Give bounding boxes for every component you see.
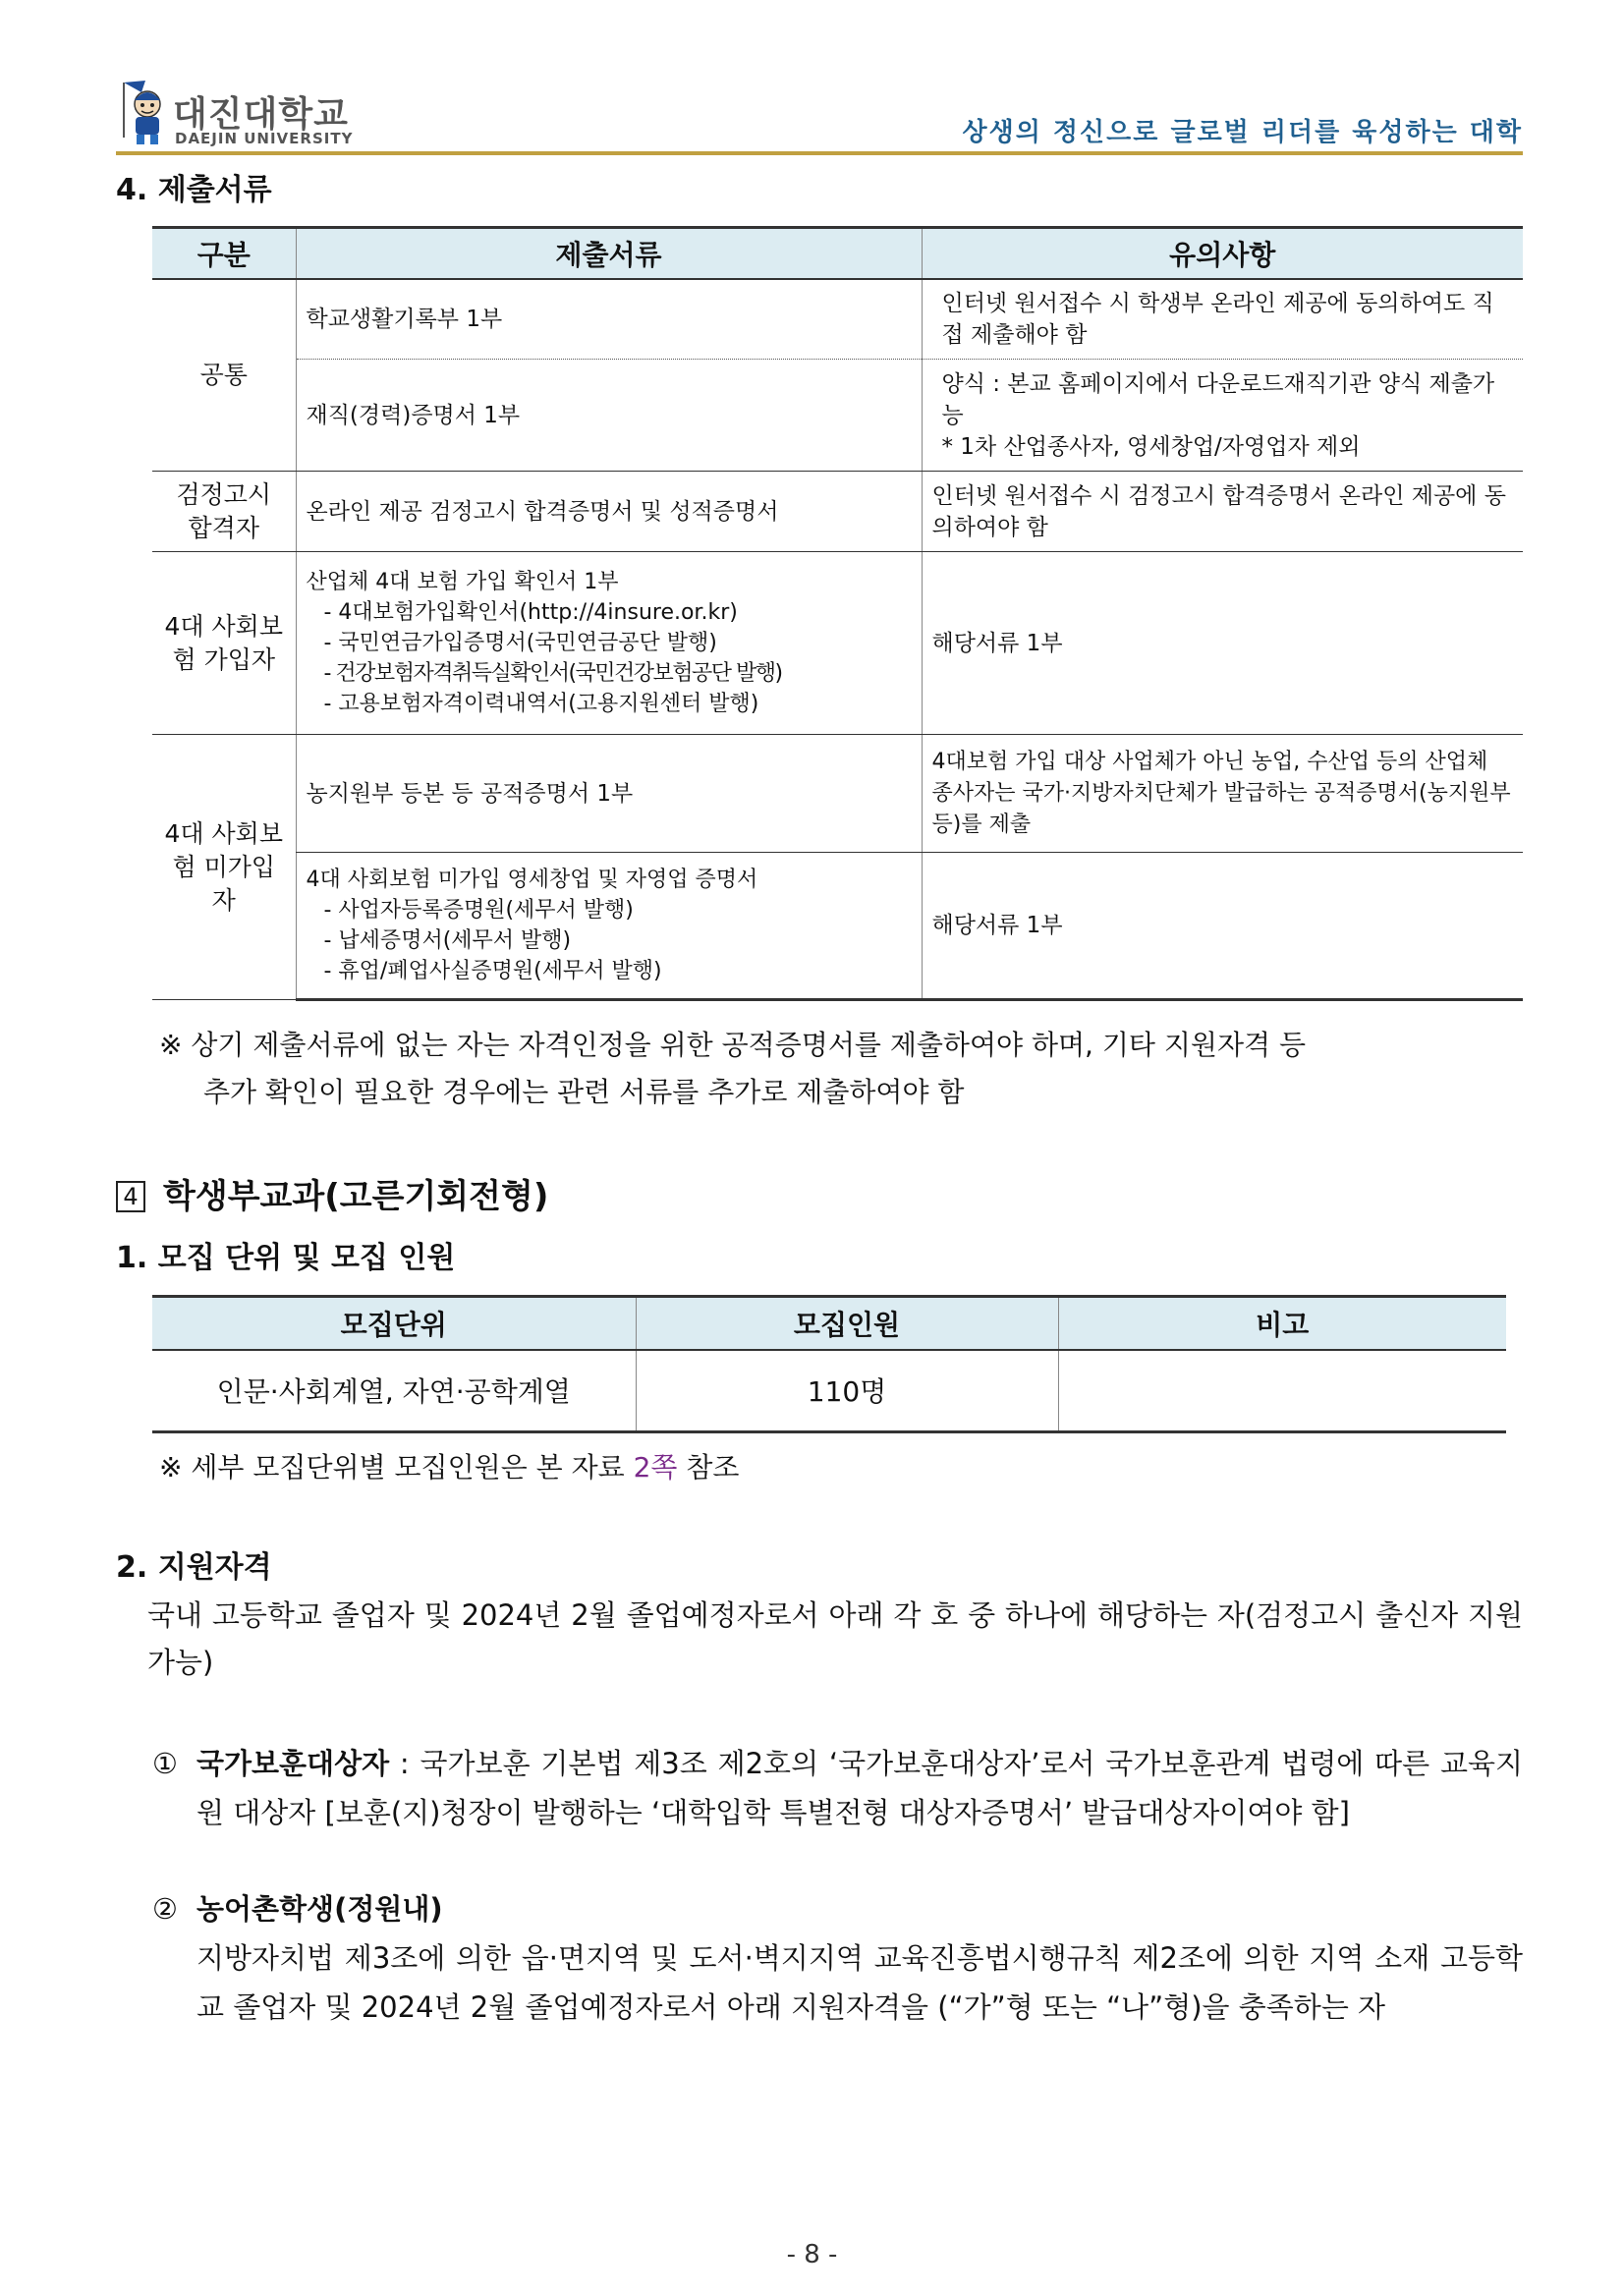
subsection-heading-quota: 1. 모집 단위 및 모집 인원 xyxy=(116,1241,456,1275)
table-header-row xyxy=(152,228,1523,279)
note-cell: 4대보험 가입 대상 사업체가 아닌 농업, 수산업 등의 산업체 종사자는 국가·지방자치단체가 발급하는 공적증명서(농지원부 등)를 제출 xyxy=(922,735,1523,853)
column-header: 제출서류 xyxy=(296,228,922,279)
column-header: 비고 xyxy=(1058,1297,1506,1350)
page-number: - 8 - xyxy=(786,2240,838,2269)
documents-footnote xyxy=(159,1022,1306,1116)
item-number: ② xyxy=(152,1892,178,1926)
document-cell: 학교생활기록부 1부 xyxy=(296,279,922,360)
document-title: 4대 사회보험 미가입 영세창업 및 자영업 증명서 xyxy=(306,868,758,892)
list-item: - 사업자등록증명원(세무서 발행) xyxy=(323,898,634,923)
document-cell xyxy=(296,552,922,735)
table-row xyxy=(152,360,1523,472)
section-number-box: 4 xyxy=(116,1181,145,1212)
recruitment-count-cell: 110명 xyxy=(636,1350,1058,1432)
page-header xyxy=(116,71,1523,151)
column-header: 모집단위 xyxy=(152,1297,636,1350)
column-header: 유의사항 xyxy=(922,228,1523,279)
table-row xyxy=(152,735,1523,853)
note-cell: 해당서류 1부 xyxy=(922,552,1523,735)
section-heading-admission-type xyxy=(116,1169,548,1217)
list-item: - 4대보험가입확인서(http://4insure.or.kr) xyxy=(323,600,738,625)
subsection-heading-eligibility: 2. 지원자격 xyxy=(116,1550,272,1585)
table-row xyxy=(152,1350,1506,1432)
eligibility-item-rural xyxy=(152,1884,1523,2081)
university-slogan: 상생의 정신으로 글로벌 리더를 육성하는 대학 xyxy=(962,118,1523,147)
mascot-icon xyxy=(116,79,171,147)
list-item: - 건강보험자격취득실확인서(국민건강보험공단 발행) xyxy=(323,661,782,686)
table-row xyxy=(152,279,1523,360)
table-header-row xyxy=(152,1297,1506,1350)
category-cell: 검정고시 합격자 xyxy=(152,472,296,552)
section-title: 학생부교과(고른기회전형) xyxy=(163,1177,549,1216)
logo-english-text: DAEJIN UNIVERSITY xyxy=(175,130,354,147)
quota-table xyxy=(152,1295,1506,1433)
eligibility-item-veterans xyxy=(152,1739,1523,1886)
header-divider xyxy=(116,151,1523,155)
document-cell xyxy=(296,853,922,1000)
section-heading-documents: 4. 제출서류 xyxy=(116,173,272,207)
document-cell: 농지원부 등본 등 공적증명서 1부 xyxy=(296,735,922,853)
note-line: * 1차 산업종사자, 영세창업/자영업자 제외 xyxy=(941,433,1361,460)
logo-korean-text: 대진대학교 xyxy=(173,94,349,135)
document-title: 산업체 4대 보험 가입 확인서 1부 xyxy=(306,570,619,594)
remark-cell xyxy=(1058,1350,1506,1432)
eligibility-intro: 국내 고등학교 졸업자 및 2024년 2월 졸업예정자로서 아래 각 호 중 하나에 해당하는 자(검정고시 출신자 지원가능) xyxy=(147,1598,1523,1679)
list-item: - 납세증명서(세무서 발행) xyxy=(323,928,572,953)
university-logo xyxy=(116,71,401,151)
note-cell: 해당서류 1부 xyxy=(922,853,1523,1000)
table-row xyxy=(152,552,1523,735)
document-cell: 온라인 제공 검정고시 합격증명서 및 성적증명서 xyxy=(296,472,922,552)
item-text: 지방자치법 제3조에 의한 읍·면지역 및 도서·벽지지역 교육진흥법시행규칙 제2조에 의한 지역 소재 고등학교 졸업자 및 2024년 2월 졸업예정자로서 아래 지원자격을 (“가”형 또는 “나”형)을 충족하는 자 xyxy=(196,1941,1523,2024)
footnote-text: ※ 세부 모집단위별 모집인원은 본 자료 xyxy=(159,1451,634,1484)
footnote-line: 추가 확인이 필요한 경우에는 관련 서류를 추가로 제출하여야 함 xyxy=(203,1076,965,1108)
note-cell: 인터넷 원서접수 시 학생부 온라인 제공에 동의하여도 직접 제출해야 함 xyxy=(922,279,1523,360)
footnote-text: 참조 xyxy=(677,1451,740,1484)
item-title: 농어촌학생(정원내) xyxy=(196,1892,443,1926)
item-body xyxy=(196,1739,1523,1837)
recruitment-unit-cell: 인문·사회계열, 자연·공학계열 xyxy=(152,1350,636,1432)
table-row xyxy=(152,853,1523,1000)
quota-footnote xyxy=(159,1444,739,1491)
item-title: 국가보훈대상자 xyxy=(196,1747,390,1780)
item-body xyxy=(196,1884,1523,2032)
note-cell xyxy=(922,360,1523,472)
column-header: 구분 xyxy=(152,228,296,279)
table-row xyxy=(152,472,1523,552)
documents-table xyxy=(152,226,1523,1001)
list-item: - 휴업/폐업사실증명원(세무서 발행) xyxy=(323,959,662,983)
item-text: : 국가보훈 기본법 제3조 제2호의 ‘국가보훈대상자’로서 국가보훈관계 법령에 따른 교육지원 대상자 [보훈(지)청장이 발행하는 ‘대학입학 특별전형 대상자증명서’ 발급대상자이여야 함] xyxy=(196,1747,1523,1829)
page-reference-link[interactable]: 2쪽 xyxy=(633,1451,678,1484)
category-cell: 공통 xyxy=(152,279,296,472)
item-number: ① xyxy=(152,1747,178,1780)
note-cell: 인터넷 원서접수 시 검정고시 합격증명서 온라인 제공에 동의하여야 함 xyxy=(922,472,1523,552)
category-cell: 4대 사회보험 미가입자 xyxy=(152,735,296,1000)
footnote-line: ※ 상기 제출서류에 없는 자는 자격인정을 위한 공적증명서를 제출하여야 하며, 기타 지원자격 등 xyxy=(159,1029,1306,1061)
document-cell: 재직(경력)증명서 1부 xyxy=(296,360,922,472)
list-item: - 고용보험자격이력내역서(고용지원센터 발행) xyxy=(323,692,759,716)
column-header: 모집인원 xyxy=(636,1297,1058,1350)
list-item: - 국민연금가입증명서(국민연금공단 발행) xyxy=(323,631,717,655)
category-cell: 4대 사회보험 가입자 xyxy=(152,552,296,735)
note-line: 양식 : 본교 홈페이지에서 다운로드재직기관 양식 제출가능 xyxy=(941,370,1495,428)
